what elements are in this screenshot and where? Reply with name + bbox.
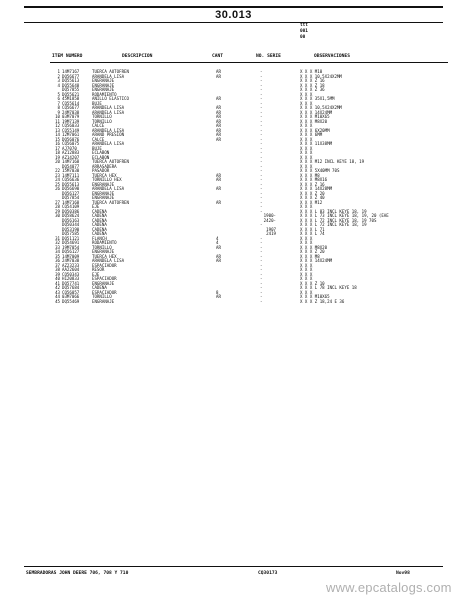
serial-number: 1907 xyxy=(266,226,276,232)
part-number: CQ56033 xyxy=(62,123,80,128)
part-quantity: AR xyxy=(216,258,221,263)
part-description: ARANDELA LISA xyxy=(92,258,125,263)
part-number: 03M7079 xyxy=(62,114,80,119)
part-quantity: AR xyxy=(216,253,221,259)
serial-dash: - xyxy=(260,87,263,92)
part-quantity: 4 xyxy=(216,240,219,245)
serial-dash: - xyxy=(260,168,263,173)
part-observation: X X X L 72 INCL KEYE 18, 19 70S xyxy=(300,217,377,223)
part-observation: X X X xyxy=(300,163,313,169)
part-number: DQ55613 xyxy=(62,181,80,187)
header-observaciones: OBSERVACIONES xyxy=(314,54,350,59)
part-number: DQ58624 xyxy=(62,213,80,218)
part-observation: X X X xyxy=(300,267,313,272)
item-number: 31 xyxy=(55,235,60,241)
part-description: RODAMIENTO xyxy=(92,91,117,97)
part-observation: X X X Z 18 xyxy=(300,82,325,88)
item-number: 26 xyxy=(55,186,60,191)
part-observation: X X X L 78 INCL KEYE 18 xyxy=(300,285,357,290)
header-no-serie: NO. SERIE xyxy=(256,54,281,59)
serial-dash: - xyxy=(260,69,263,74)
page-number: 30.013 xyxy=(215,9,252,21)
serial-dash: - xyxy=(260,136,263,142)
part-observation: X X X M10X65 xyxy=(300,114,330,119)
part-number: 24M7038 xyxy=(62,258,80,263)
part-description: TUERCA AUTOFREN xyxy=(92,199,129,205)
part-description: CALCE xyxy=(92,136,105,142)
serial-dash: - xyxy=(260,271,263,277)
part-observation: X X X Z 10 xyxy=(300,280,325,286)
item-number: 9 xyxy=(57,109,60,115)
serial-dash: - xyxy=(260,190,263,196)
part-number: AZ23233 xyxy=(62,262,80,268)
serial-dash: - xyxy=(260,240,263,245)
item-number: 43 xyxy=(55,289,60,295)
part-observation: X X X 35X1,5MM xyxy=(300,96,335,101)
part-quantity: AR xyxy=(216,294,221,299)
part-quantity: AR xyxy=(216,199,221,205)
serial-dash: - xyxy=(260,154,263,160)
item-number: 2 xyxy=(57,73,60,79)
part-description: ENGRANAJE xyxy=(92,181,115,187)
item-number: 13 xyxy=(55,127,60,133)
serial-dash: - xyxy=(260,267,263,272)
part-description: ANILLO ELASTICO xyxy=(92,96,129,101)
item-number: 14 xyxy=(55,132,60,137)
part-number: 14M7009 xyxy=(62,253,80,259)
part-number: CQ56075 xyxy=(62,141,80,146)
item-number: 10 xyxy=(55,114,60,119)
serial-dash: - xyxy=(260,114,263,119)
header-item-numero: ITEM NUMERO xyxy=(52,54,83,59)
part-description: ENGRANAJE xyxy=(92,249,115,254)
item-number: 39 xyxy=(55,271,60,277)
item-number: 6 xyxy=(57,96,60,101)
serial-dash: - xyxy=(260,163,263,169)
part-number: DQ54691 xyxy=(62,240,80,245)
part-observation: X X X M8X20 xyxy=(300,118,328,124)
part-description: CADENA xyxy=(92,226,107,232)
serial-number: 1900- xyxy=(263,213,276,218)
top-rule xyxy=(24,6,443,8)
part-observation: X X X M12 INCL KEYE 18, 19 xyxy=(300,159,365,164)
serial-dash: - xyxy=(260,294,263,299)
part-description: ENGRANAJE xyxy=(92,280,115,286)
footer-model: SEMBRADORAS JOHN DEERE 706, 708 Y 710 xyxy=(26,571,129,576)
serial-dash: - xyxy=(260,199,263,205)
part-number: AZ12883 xyxy=(62,150,80,155)
serial-dash: - xyxy=(260,127,263,133)
item-number: 23 xyxy=(55,172,60,178)
serial-dash: - xyxy=(260,150,263,155)
item-number: 36 xyxy=(55,258,60,263)
part-observation: X X X L 74 xyxy=(300,231,325,236)
item-number: 19 xyxy=(55,154,60,160)
part-number: 14M7111 xyxy=(62,172,80,178)
serial-dash: - xyxy=(260,96,263,101)
part-number: 19M7139 xyxy=(62,118,80,124)
serial-dash: - xyxy=(260,91,263,97)
serial-dash: - xyxy=(260,258,263,263)
part-observation: X X X Z 16 xyxy=(300,181,325,187)
part-observation: X X X xyxy=(300,100,313,106)
serial-dash: - xyxy=(260,289,263,295)
part-description: ENGRANAJE xyxy=(92,82,115,88)
part-description: ARANDELA LISA xyxy=(92,141,125,146)
item-number: 29 xyxy=(55,208,60,214)
item-number: 4 xyxy=(57,82,60,88)
item-number: 15 xyxy=(55,136,60,142)
part-description: CADENA xyxy=(92,231,107,236)
part-number: DQ55648 xyxy=(62,82,80,88)
part-number: AZ14207 xyxy=(62,154,80,160)
part-observation: X X X 10,5X24X2MM xyxy=(300,73,342,79)
part-observation: X X X L 73 INCL KEYE 18, 19, 20 (EAE xyxy=(300,213,389,218)
serial-dash: - xyxy=(260,82,263,88)
part-quantity: AR xyxy=(216,123,221,128)
item-number: 20 xyxy=(55,159,60,164)
item-number: 3 xyxy=(57,78,60,83)
part-observation: X X X Z 20 xyxy=(300,249,325,254)
part-number: DQ56127 xyxy=(62,249,80,254)
part-number: DQ50386 xyxy=(62,208,80,214)
part-number: CQ56677 xyxy=(62,105,80,110)
item-number: 28 xyxy=(55,204,60,209)
item-number: 42 xyxy=(55,285,60,290)
part-number: CQ50343 xyxy=(62,271,80,277)
part-observation: X X X xyxy=(300,154,313,160)
part-observation: X X X xyxy=(300,276,313,281)
part-number: DQ55613 xyxy=(62,78,80,83)
serial-dash: - xyxy=(260,123,263,128)
serial-dash: - xyxy=(260,73,263,79)
part-observation: X X X Z 40 xyxy=(300,195,325,200)
part-number: 03M7066 xyxy=(62,294,80,299)
serial-dash: - xyxy=(260,181,263,187)
part-quantity: AR xyxy=(216,109,221,115)
part-description: TUERCA AUTOFREN xyxy=(92,159,129,164)
part-observation: X X X L 72 INCL KEYE 18, 19 xyxy=(300,222,367,227)
part-observation: X X X 6X20MM xyxy=(300,127,330,133)
part-observation: X X X Z 16 xyxy=(300,78,325,83)
item-number: 27 xyxy=(55,199,60,205)
part-observation: X X X 11X38MM xyxy=(300,141,333,146)
part-quantity: AR xyxy=(216,172,221,178)
part-observation: X X X 5X40MM 70S xyxy=(300,168,340,173)
part-description: PASADOR xyxy=(92,168,110,173)
part-number: AJ7070 xyxy=(62,145,77,151)
part-description: BUJE xyxy=(92,145,102,151)
serial-dash: - xyxy=(260,222,263,227)
part-observation: X X X 10,5X24X2MM xyxy=(300,105,342,110)
part-observation: X X X M8X16 xyxy=(300,177,328,182)
part-description: ENGRANAJE xyxy=(92,195,115,200)
part-quantity: AR xyxy=(216,132,221,137)
part-observation: X X X 6MM xyxy=(300,132,323,137)
part-observation: X X X xyxy=(300,145,313,151)
part-description: ARANDELA LISA xyxy=(92,109,125,115)
part-observation: X X X L 83 INCL KEYE 18, 19 xyxy=(300,208,367,214)
part-description: CADENA xyxy=(92,222,107,227)
serial-dash: - xyxy=(260,145,263,151)
item-number: 41 xyxy=(55,280,60,286)
part-number: 14M7167 xyxy=(62,69,80,74)
serial-dash: - xyxy=(260,285,263,290)
part-quantity: AR xyxy=(216,96,221,101)
table-row xyxy=(0,300,467,305)
header-cant: CANT xyxy=(212,54,224,59)
item-number: 17 xyxy=(55,145,60,151)
part-description: EJE xyxy=(92,204,100,209)
part-description: ARAND PRESION xyxy=(92,132,125,137)
part-number: DQ51121 xyxy=(62,235,80,241)
part-number: DQ57684 xyxy=(62,285,80,290)
part-description: RESOR xyxy=(92,267,105,272)
part-quantity: AR xyxy=(216,69,221,74)
part-number: DQ56690 xyxy=(62,186,80,191)
part-number: CQ54109 xyxy=(62,204,80,209)
part-observation: X X X xyxy=(300,123,313,128)
header-descripcion: DESCRIPCION xyxy=(122,54,153,59)
serial-dash: - xyxy=(260,262,263,268)
item-number: 37 xyxy=(55,262,60,268)
mark-line: ttt xyxy=(300,23,308,28)
part-description: ARANDELA LISA xyxy=(92,105,125,110)
part-observation: X X X Z 36 xyxy=(300,87,325,92)
serial-number: 2420- xyxy=(263,217,276,223)
part-number: 24M7038 xyxy=(62,109,80,115)
part-description: ENGRANAJE xyxy=(92,298,115,304)
part-description: ARANDELA LISA xyxy=(92,186,125,191)
serial-dash: - xyxy=(260,280,263,286)
part-description: ECLABON xyxy=(92,154,110,160)
part-quantity: 4 xyxy=(216,235,219,241)
part-quantity: AR xyxy=(216,73,221,79)
part-number: DQ56127 xyxy=(62,190,80,196)
part-observation: X X X 14X28MM xyxy=(300,186,333,191)
part-number: 19M7054 xyxy=(62,244,80,250)
serial-dash: - xyxy=(260,109,263,115)
part-observation: X X X xyxy=(300,235,313,241)
serial-dash: - xyxy=(260,172,263,178)
serial-dash: - xyxy=(260,118,263,124)
part-number: 14M7168 xyxy=(62,159,80,164)
part-description: RODAMIENTO xyxy=(92,240,117,245)
footer-rule xyxy=(24,566,443,567)
part-number: CQ56057 xyxy=(62,289,80,295)
part-number: 15M7030 xyxy=(62,168,80,173)
part-description: TORNILLO xyxy=(92,294,112,299)
item-number: 40 xyxy=(55,276,60,281)
reference-marks xyxy=(300,23,308,41)
part-description: ESPACIADOR xyxy=(92,276,117,281)
item-number: 11 xyxy=(55,118,60,124)
part-observation: X X X Z 20 xyxy=(300,190,325,196)
part-description: TORNILLO HEX xyxy=(92,177,122,182)
serial-dash: - xyxy=(260,253,263,259)
part-quantity: AR xyxy=(216,114,221,119)
part-quantity: AR xyxy=(216,186,221,191)
part-observation: X X X xyxy=(300,271,313,277)
item-number: 32 xyxy=(55,240,60,245)
serial-dash: - xyxy=(260,249,263,254)
part-description: ENGRANAJE xyxy=(92,87,115,92)
part-description: CADENA xyxy=(92,217,107,223)
mark-line: 001 xyxy=(300,29,308,34)
part-number: CQ55614 xyxy=(62,100,80,106)
item-number: 7 xyxy=(57,100,60,106)
part-description: ARANDELA LISA xyxy=(92,127,125,133)
part-observation: X X X 14X24MM xyxy=(300,109,333,115)
item-number: 1 xyxy=(57,69,60,74)
part-number: 14M7168 xyxy=(62,199,80,205)
serial-dash: - xyxy=(260,276,263,281)
part-description: FLANCH xyxy=(92,235,107,241)
item-number: 45 xyxy=(55,298,60,304)
serial-dash: - xyxy=(260,159,263,164)
part-description: CADENA xyxy=(92,213,107,218)
part-description: TORNILLO xyxy=(92,244,112,250)
part-description: TUERCA HEX xyxy=(92,253,117,259)
item-number: 35 xyxy=(55,253,60,259)
footer-date: Nov98 xyxy=(396,571,410,576)
part-number: H120833 xyxy=(62,276,80,281)
part-description: EJE xyxy=(92,271,100,277)
part-description: CALCE xyxy=(92,123,105,128)
item-number: 16 xyxy=(55,141,60,146)
item-number: 38 xyxy=(55,267,60,272)
part-description: ECLABON xyxy=(92,150,110,155)
serial-dash: - xyxy=(260,298,263,304)
part-description: CADENA xyxy=(92,285,107,290)
item-number: 22 xyxy=(55,168,60,173)
serial-dash: - xyxy=(260,100,263,106)
column-header-rule xyxy=(50,62,448,63)
part-number: DQ57741 xyxy=(62,280,80,286)
part-number: DQ56163 xyxy=(62,217,80,223)
part-observation: X X X xyxy=(300,289,313,295)
part-description: TORNILLO xyxy=(92,118,112,124)
part-description: TORNILLO xyxy=(92,114,112,119)
part-observation: X X X M8X20 xyxy=(300,244,328,250)
part-observation: X X X 14X24MM xyxy=(300,258,333,263)
part-quantity: AR xyxy=(216,127,221,133)
part-quantity: 8 xyxy=(216,289,219,295)
serial-dash: - xyxy=(260,105,263,110)
item-number: 5 xyxy=(57,91,60,97)
part-description: ARRASADERA xyxy=(92,163,117,169)
header-rule xyxy=(24,22,443,23)
part-quantity: AR xyxy=(216,118,221,124)
part-description: ARANDELA LISA xyxy=(92,73,125,79)
serial-dash: - xyxy=(260,235,263,241)
watermark: www.epcatalogs.com xyxy=(326,580,452,595)
item-number: 18 xyxy=(55,150,60,155)
part-description: TUERCA AUTOFREN xyxy=(92,69,129,74)
part-quantity: AR xyxy=(216,177,221,182)
part-quantity: AR xyxy=(216,136,221,142)
serial-dash: - xyxy=(260,132,263,137)
serial-dash: - xyxy=(260,244,263,250)
part-observation: X X X xyxy=(300,150,313,155)
part-observation: X X X L 71 xyxy=(300,226,325,232)
part-observation: X X X xyxy=(300,240,313,245)
part-number: DQ53190 xyxy=(62,226,80,232)
part-observation: X X X xyxy=(300,262,313,268)
part-number: DQ56677 xyxy=(62,73,80,79)
item-number: 12 xyxy=(55,123,60,128)
item-number: 34 xyxy=(55,249,60,254)
part-description: ENGRANAJE xyxy=(92,190,115,196)
part-description: BUJE xyxy=(92,100,102,106)
part-observation: X X X xyxy=(300,136,313,142)
part-number: CQ55149 xyxy=(62,127,80,133)
part-number: AA22604 xyxy=(62,267,80,272)
part-number: DQ54077 xyxy=(62,163,80,169)
part-description: CADENA xyxy=(92,208,107,214)
part-observation: X X X xyxy=(300,204,313,209)
item-number: 30 xyxy=(55,213,60,218)
part-number: DQ50344 xyxy=(62,222,80,227)
part-observation: X X X M10X65 xyxy=(300,294,330,299)
item-number: 44 xyxy=(55,294,60,299)
footer-code: CQ30173 xyxy=(258,571,278,576)
mark-line: 00 xyxy=(300,35,306,40)
part-observation: X X X Z 18,24 E 36 xyxy=(300,298,345,304)
serial-dash: - xyxy=(260,141,263,146)
serial-dash: - xyxy=(260,195,263,200)
part-description: TUERCA HEX xyxy=(92,172,117,178)
part-number: 12M7061 xyxy=(62,132,80,137)
part-description: ENGRANAJE xyxy=(92,78,115,83)
item-number: 33 xyxy=(55,244,60,250)
part-quantity: AR xyxy=(216,244,221,250)
item-number: 8 xyxy=(57,105,60,110)
part-number: DQ55469 xyxy=(62,298,80,304)
parts-table xyxy=(0,70,467,304)
part-number: DQ55621 xyxy=(62,91,80,97)
serial-dash: - xyxy=(260,186,263,191)
serial-dash: - xyxy=(260,177,263,182)
part-number: DQ57855 xyxy=(62,87,80,92)
part-number: DQ57585 xyxy=(62,231,80,236)
serial-dash: - xyxy=(260,208,263,214)
part-observation: X X X M8 xyxy=(300,172,320,178)
part-number: DQ57854 xyxy=(62,195,80,200)
serial-number: 2419 xyxy=(266,231,276,236)
part-quantity: AR xyxy=(216,105,221,110)
serial-dash: - xyxy=(260,204,263,209)
part-observation: X X X M12 xyxy=(300,199,323,205)
part-observation: X X X M8 xyxy=(300,253,320,259)
part-number: 45M1858 xyxy=(62,96,80,101)
part-description: ESPACIADOR xyxy=(92,262,117,268)
item-number: 24 xyxy=(55,177,60,182)
part-observation: X X X xyxy=(300,91,313,97)
serial-dash: - xyxy=(260,78,263,83)
part-description: ESPACIADOR xyxy=(92,289,117,295)
part-observation: X X X M10 xyxy=(300,69,323,74)
part-number: DQ56076 xyxy=(62,136,80,142)
part-number: CQ56636 xyxy=(62,177,80,182)
item-number: 25 xyxy=(55,181,60,187)
